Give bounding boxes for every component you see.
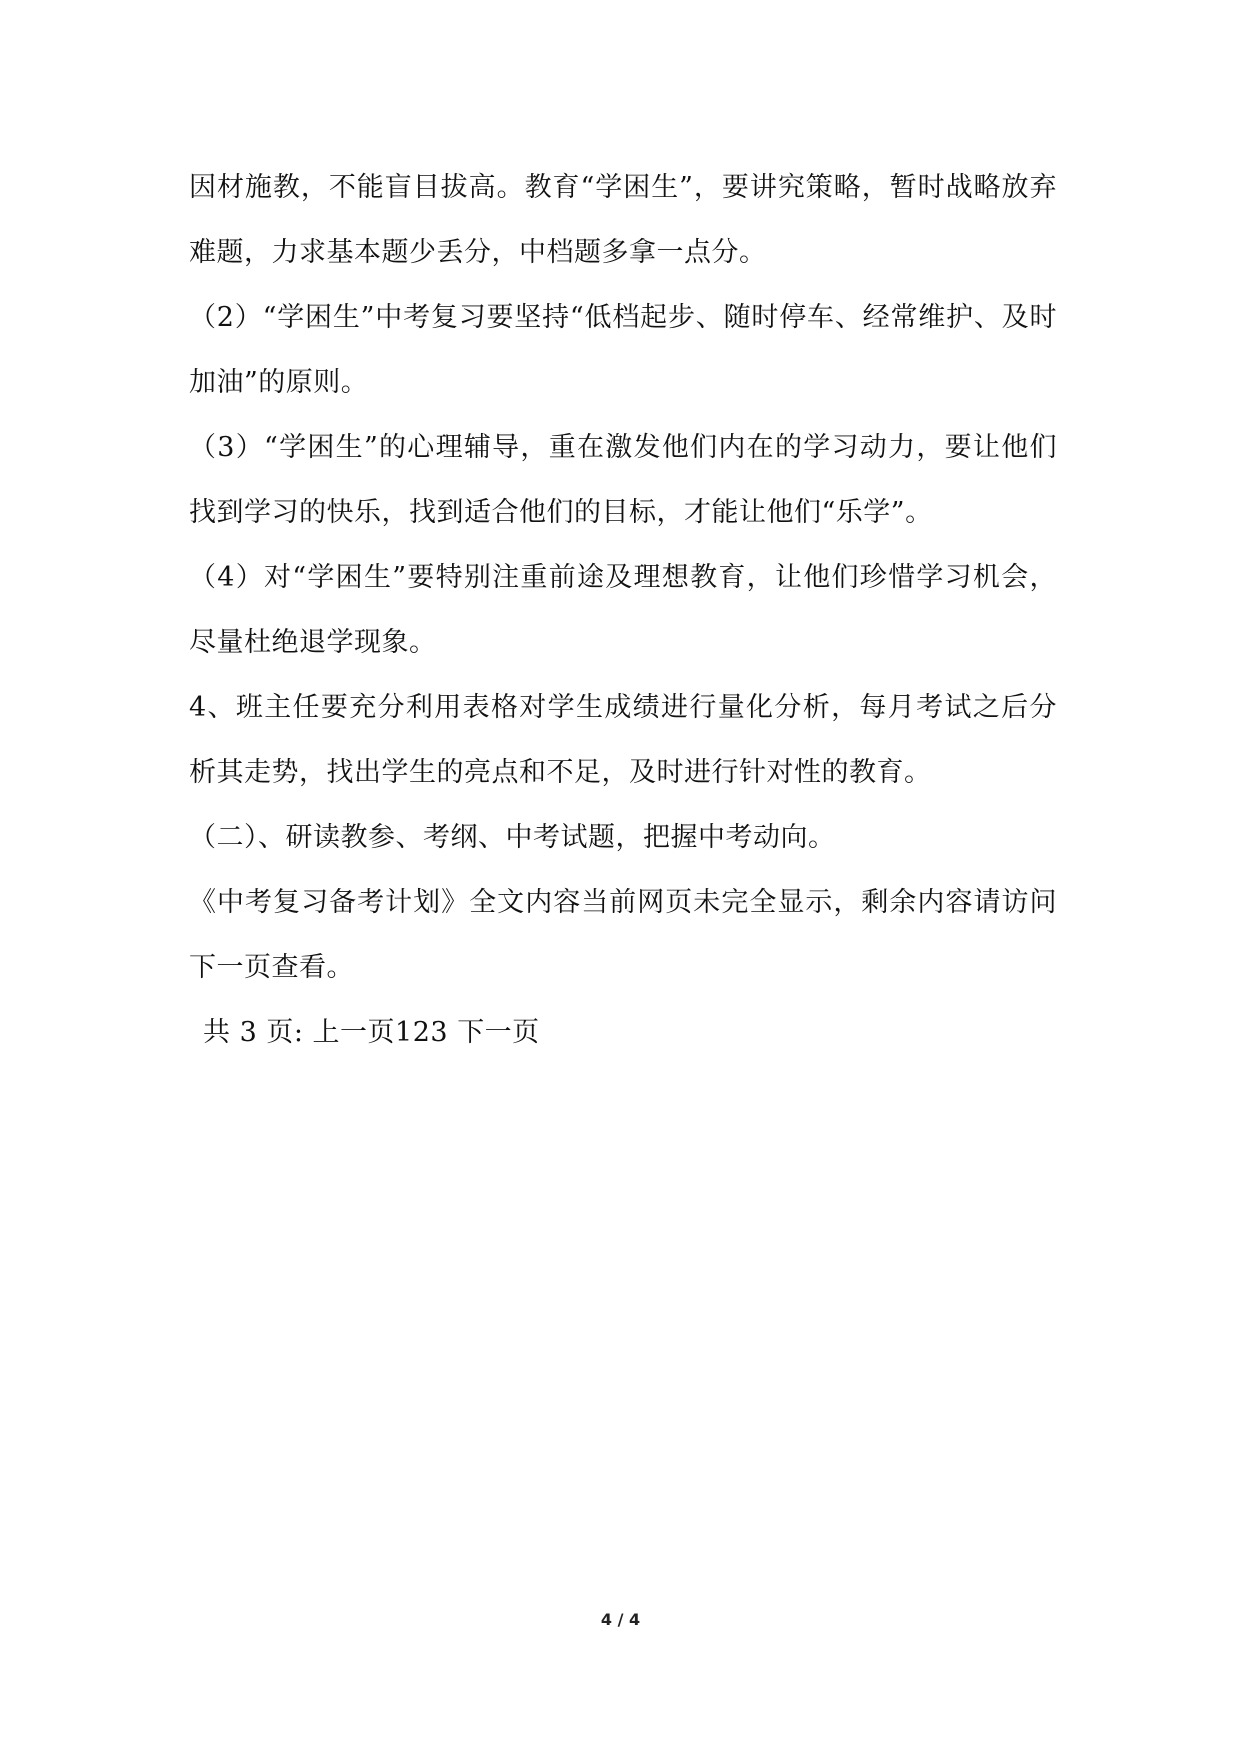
paragraph-grade-analysis: 4、班主任要充分利用表格对学生成绩进行量化分析，每月考试之后分析其走势，找出学生的亮点和不足，及时进行针对性的教育。 xyxy=(189,692,1057,788)
document-body xyxy=(189,155,1057,1065)
paragraph-teach-by-ability: 因材施教，不能盲目拔高。教育“学困生”，要讲究策略，暂时战略放弃难题，力求基本题少丢分，中档题多拿一点分。 xyxy=(189,172,1057,268)
paragraph-review-principle: （2）“学困生”中考复习要坚持“低档起步、随时停车、经常维护、及时加油”的原则。 xyxy=(189,302,1057,398)
paragraph-ideal-education: （4）对“学困生”要特别注重前途及理想教育，让他们珍惜学习机会，尽量杜绝退学现象。 xyxy=(189,562,1057,658)
page-number: 4 / 4 xyxy=(600,1610,641,1629)
pagination xyxy=(189,1000,1057,1065)
pagination-total: 共 3 页: xyxy=(203,1017,304,1048)
pagination-next-link[interactable]: 下一页 xyxy=(457,1017,540,1048)
paragraph-section-two: （二）、研读教参、考纲、中考试题，把握中考动向。 xyxy=(189,822,836,853)
pagination-prev-link[interactable]: 上一页 xyxy=(312,1017,396,1048)
paragraph-continue-notice: 《中考复习备考计划》全文内容当前网页未完全显示，剩余内容请访问下一页查看。 xyxy=(189,887,1057,983)
paragraph-psych-guidance: （3）“学困生”的心理辅导，重在激发他们内在的学习动力，要让他们找到学习的快乐，找到适合他们的目标，才能让他们“乐学”。 xyxy=(189,432,1057,528)
pagination-page-numbers[interactable]: 123 xyxy=(395,1017,449,1048)
